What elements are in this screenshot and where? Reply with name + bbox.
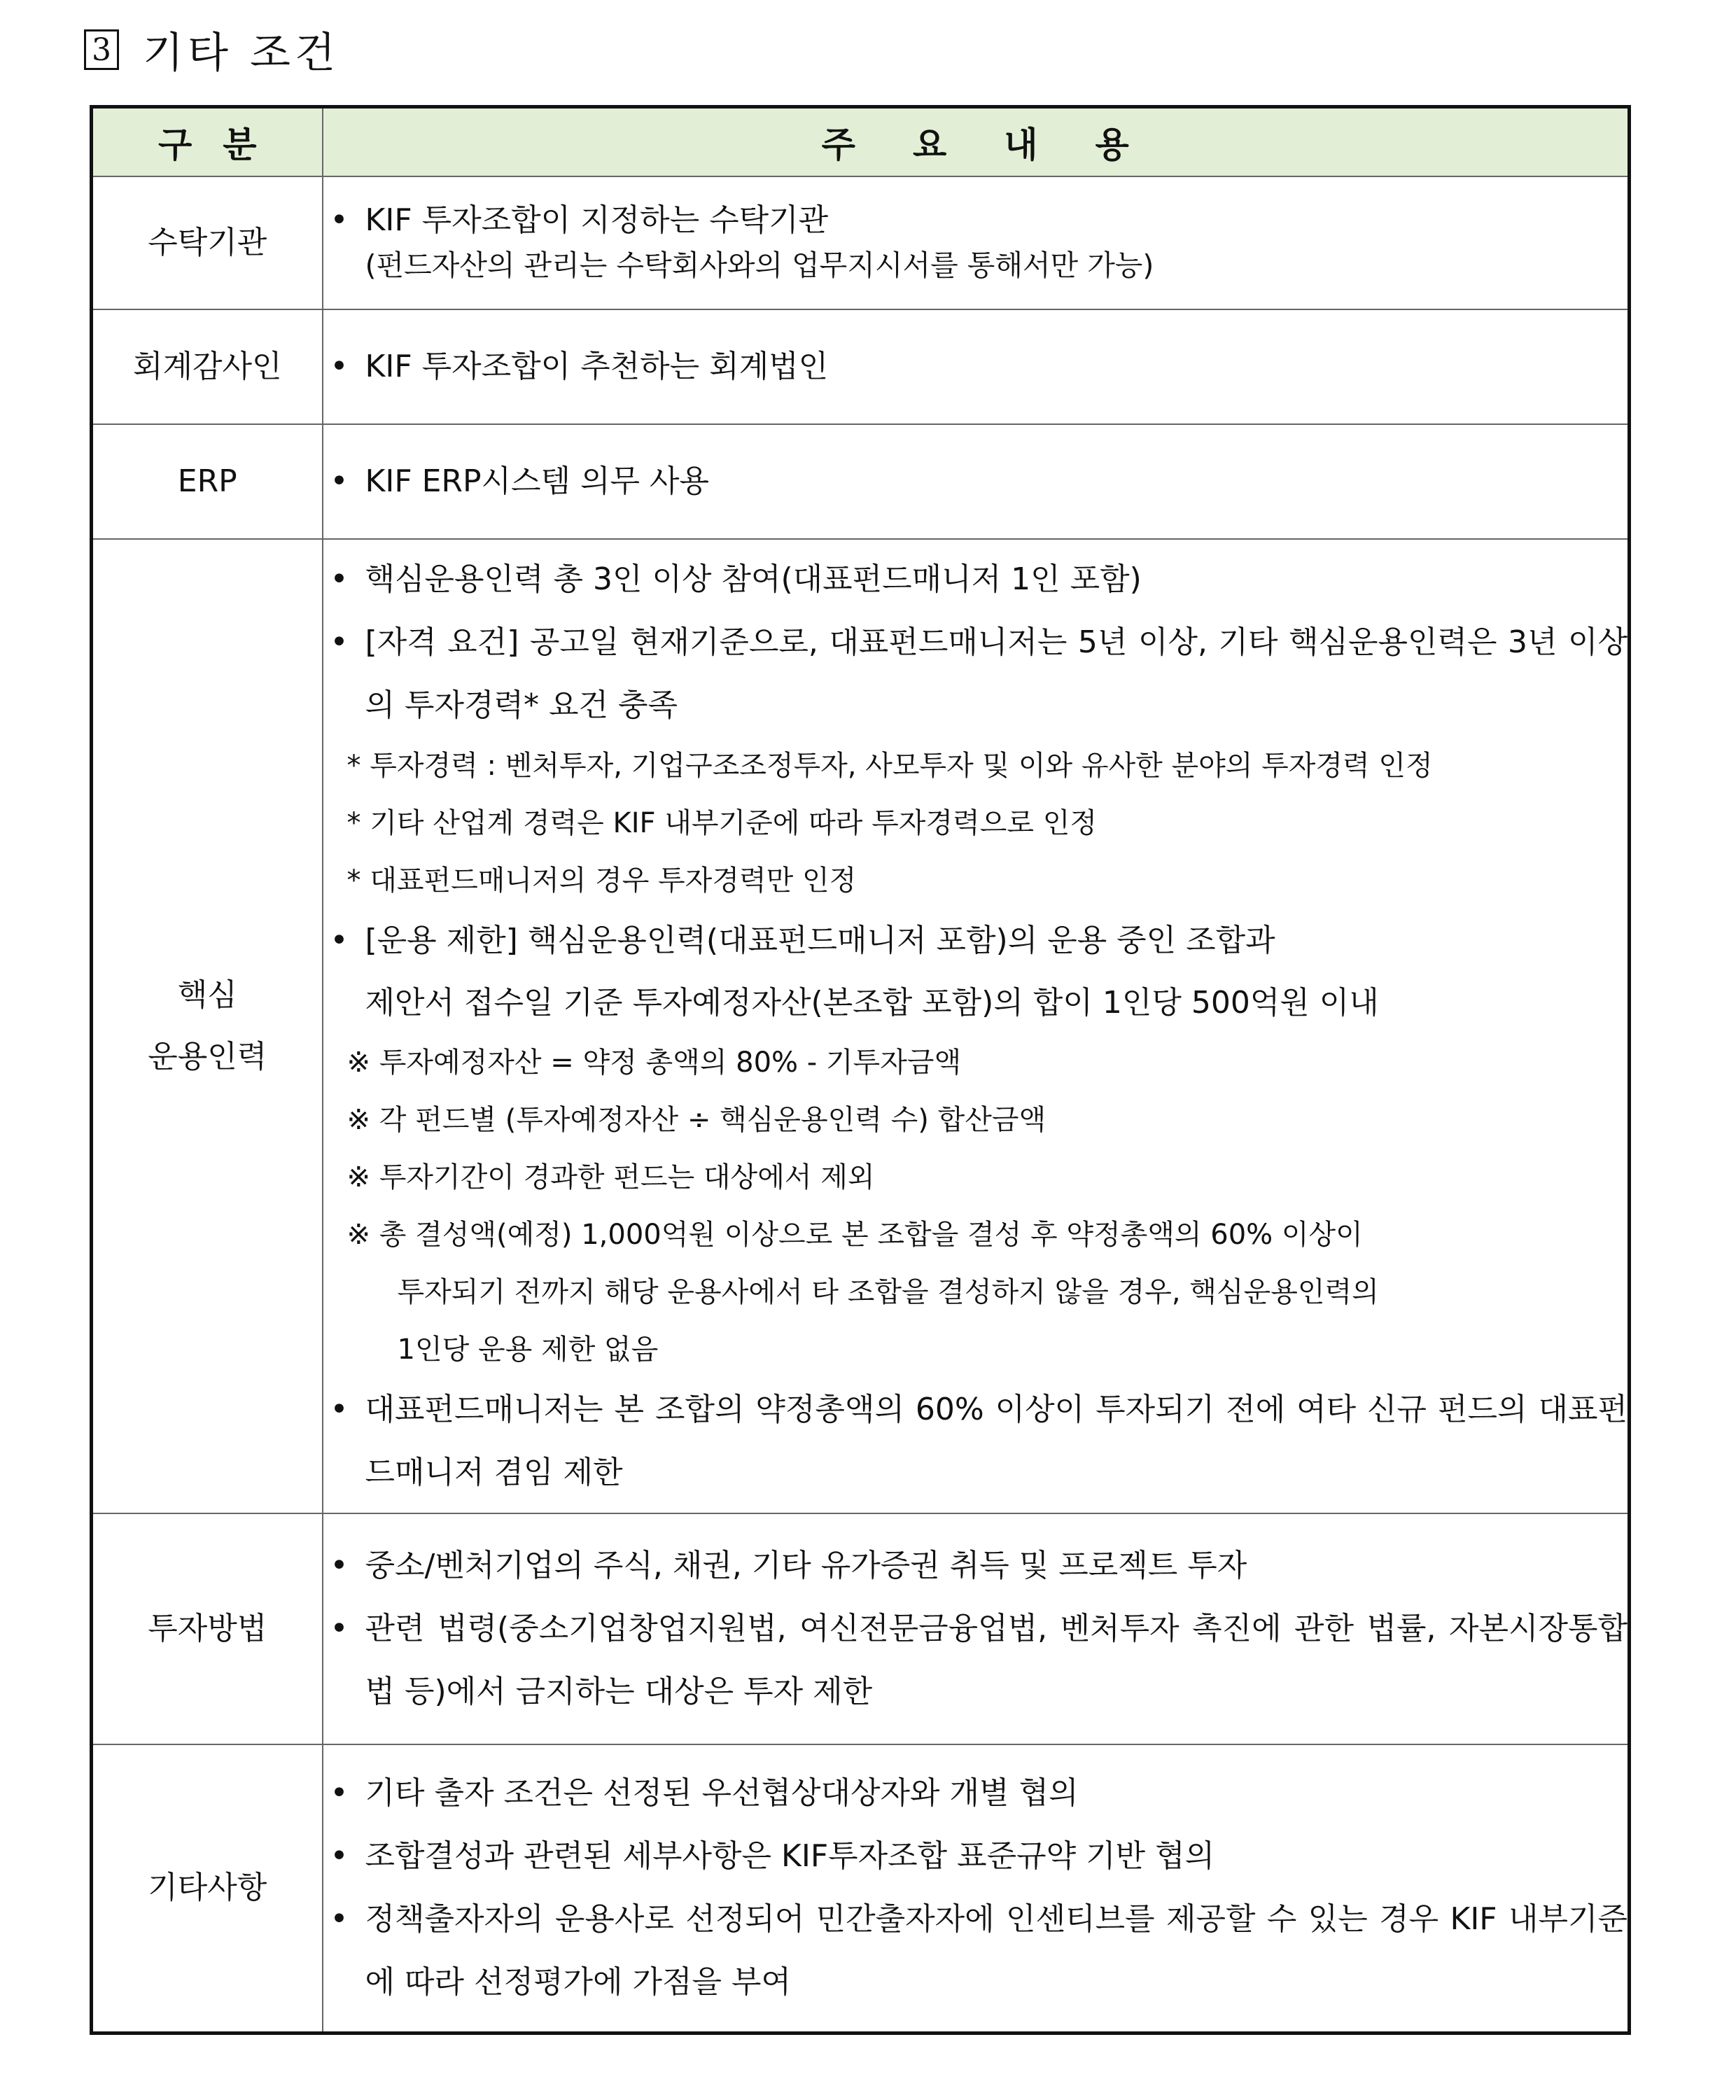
list-item-continuation: 제안서 접수일 기준 투자예정자산(본조합 포함)의 합이 1인당 500억원 이내 xyxy=(365,985,1379,1021)
conditions-table xyxy=(90,105,1631,2035)
footnote: * 기타 산업계 경력은 KIF 내부기준에 따라 투자경력으로 인정 xyxy=(346,807,1097,839)
row-label-line: 운용인력 xyxy=(148,1039,267,1074)
row-content xyxy=(323,309,1630,424)
list-item: • 관련 법령(중소기업창업지원법, 여신전문금융업법, 벤처투자 촉진에 관한 법률, 자본시장통합법 등)에서 금지하는 대상은 투자 제한 xyxy=(323,1597,1628,1723)
table-row xyxy=(92,176,1630,309)
list-item: • 조합결성과 관련된 세부사항은 KIF투자조합 표준규약 기반 협의 xyxy=(323,1825,1628,1888)
header-category: 구분 xyxy=(92,107,323,177)
footnote: * 투자경력 : 벤처투자, 기업구조조정투자, 사모투자 및 이와 유사한 분야의 투자경력 인정 xyxy=(346,750,1433,782)
footnote: * 대표펀드매니저의 경우 투자경력만 인정 xyxy=(346,864,857,897)
note: ※ 투자기간이 경과한 펀드는 대상에서 제외 xyxy=(346,1161,875,1194)
list-item: • KIF 투자조합이 추천하는 회계법인 xyxy=(323,335,1628,398)
row-label xyxy=(92,539,323,1513)
list-item: • KIF ERP시스템 의무 사용 xyxy=(323,450,1628,513)
row-content xyxy=(323,176,1630,309)
list-item: • 대표펀드매니저는 본 조합의 약정총액의 60% 이상이 투자되기 전에 여타 신규 펀드의 대표펀드매니저 겸임 제한 xyxy=(323,1378,1628,1504)
section-number-box: 3 xyxy=(84,29,119,70)
row-content xyxy=(323,1513,1630,1744)
list-item: • 중소/벤처기업의 주식, 채권, 기타 유가증권 취득 및 프로젝트 투자 xyxy=(323,1534,1628,1597)
list-item-continuation: (펀드자산의 관리는 수탁회사와의 업무지시서를 통해서만 가능) xyxy=(365,248,1154,282)
table-row xyxy=(92,1744,1630,2033)
note-continuation: 1인당 운용 제한 없음 xyxy=(397,1334,659,1366)
row-content xyxy=(323,424,1630,539)
list-item: • [운용 제한] 핵심운용인력(대표펀드매니저 포함)의 운용 중인 조합과 xyxy=(323,909,1628,972)
section-title: 기타 조건 xyxy=(143,29,340,78)
header-main-content: 주요내용 xyxy=(323,107,1630,177)
table-row xyxy=(92,424,1630,539)
row-label: 수탁기관 xyxy=(92,176,323,309)
list-item: • 정책출자자의 운용사로 선정되어 민간출자자에 인센티브를 제공할 수 있는 경우 KIF 내부기준에 따라 선정평가에 가점을 부여 xyxy=(323,1888,1628,2014)
row-label: 투자방법 xyxy=(92,1513,323,1744)
note: ※ 투자예정자산 = 약정 총액의 80% - 기투자금액 xyxy=(346,1046,962,1079)
row-content xyxy=(323,1744,1630,2033)
table-row xyxy=(92,309,1630,424)
note-continuation: 투자되기 전까지 해당 운용사에서 타 조합을 결성하지 않을 경우, 핵심운용인력의 xyxy=(397,1276,1379,1308)
row-label: 회계감사인 xyxy=(92,309,323,424)
table-row xyxy=(92,1513,1630,1744)
row-label: 기타사항 xyxy=(92,1744,323,2033)
section-heading xyxy=(84,20,340,80)
list-item: • KIF 투자조합이 지정하는 수탁기관 xyxy=(323,198,1628,243)
row-content xyxy=(323,539,1630,1513)
row-label-line: 핵심 xyxy=(177,977,237,1013)
note: ※ 총 결성액(예정) 1,000억원 이상으로 본 조합을 결성 후 약정총액의 60% 이상이 xyxy=(346,1219,1363,1251)
note: ※ 각 펀드별 (투자예정자산 ÷ 핵심운용인력 수) 합산금액 xyxy=(346,1104,1046,1136)
list-item: • [자격 요건] 공고일 현재기준으로, 대표펀드매니저는 5년 이상, 기타 핵심운용인력은 3년 이상의 투자경력* 요건 충족 xyxy=(323,611,1628,737)
list-item: • 핵심운용인력 총 3인 이상 참여(대표펀드매니저 1인 포함) xyxy=(323,548,1628,611)
row-label: ERP xyxy=(92,424,323,539)
table-header-row xyxy=(92,107,1630,177)
table-row xyxy=(92,539,1630,1513)
list-item: • 기타 출자 조건은 선정된 우선협상대상자와 개별 협의 xyxy=(323,1762,1628,1825)
